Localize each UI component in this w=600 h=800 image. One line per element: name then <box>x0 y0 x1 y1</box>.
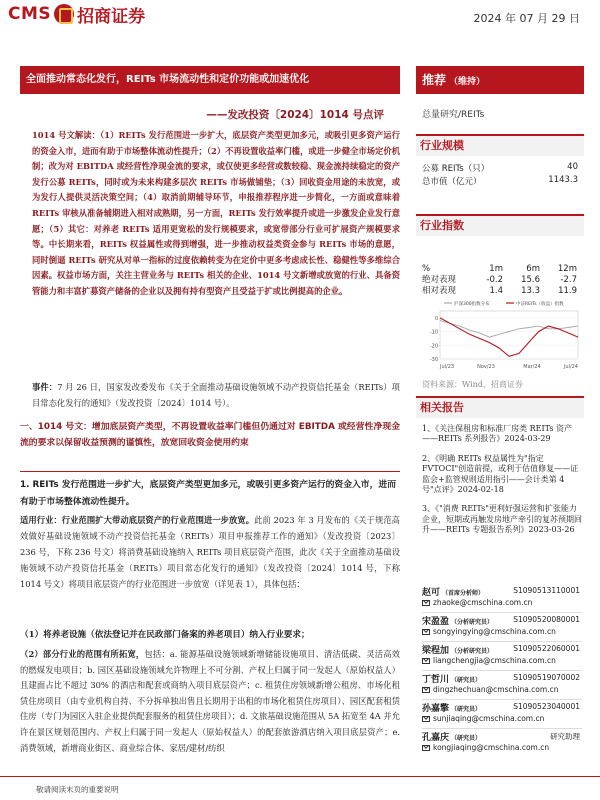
rating-sub: （维持） <box>449 77 486 87</box>
index-header-row <box>422 264 578 275</box>
index-row <box>422 275 578 286</box>
analyst-role: （研究员） <box>451 677 482 684</box>
section-heading-1: 一、1014 号文：增加底层资产类型，不再设置收益率门槛但仍通过对 EBITDA 或经营性净现金流的要求以保留收益预测的谨慎性，放宽回收资金使用约束 <box>20 422 400 449</box>
index-cell: 1.4 <box>489 286 503 296</box>
analyst-id: S1090513110001 <box>513 586 580 595</box>
analyst-name: 孔嘉庆 <box>422 733 450 743</box>
analyst-list <box>422 585 582 759</box>
legend-label: 沪深300指数分布 <box>454 302 490 307</box>
chart-source: 资料来源：Wind、招商证券 <box>422 380 523 389</box>
scale-value: 1143.3 <box>548 175 578 185</box>
rating-label: 推荐 <box>422 73 447 87</box>
analyst-id: S1090520080001 <box>513 615 580 624</box>
y-tick-label: 0 <box>434 315 438 322</box>
scale-heading: 行业规模 <box>416 134 584 156</box>
scale-row <box>422 162 578 174</box>
series-line <box>440 318 578 356</box>
analyst-id: S1090519070002 <box>513 673 580 682</box>
related-reports <box>422 424 582 545</box>
index-header-cell: 12m <box>557 264 577 274</box>
summary-text: 1014 号文解读：（1）REITs 发行范围进一步扩大，底层资产类型更加多元，或吸引更多资产运行的资金入市，进而有助于市场整体流动性提升；（2）不再设置收益率门槛，或进一步健全市场定价机制；改为对 EBITDA 或经营性净现金流的要求，或仅使更多经营或数较稳、现金流持续稳定的资产发行公募 REITs，同时或为未来构建多层次 REITs 市场做铺垫；（3）回收资金用途的未放宽，或为发行人提供灵活决策空间；（4）取消前期辅导环节，申报推荐程序进一步简化，一方面或意味着 REITs 审核从准备辅期进入相对成熟期，另一方面，REITs 发行效率提升或进一步激发企业发行意愿；（5）其它：对养老 REITs 适用更宽松的发行规模要求，或宽带部分行业可扩展资产规模要求等。中长期来看，REITs 权益属性或得到增强，进一步推动权益类资金参与 REITs 市场的意愿，同时倒逼 REITs 研究从对单一指标的过度依赖转变为在定价中更多考虑成长性、稳健性等多维综合因素。权益市场方面，关注主营业务与 REITs 相关的企业、1014 号文新增或放宽的行业、具备资管能力和丰富扩募资产储备的企业以及拥有持有型资产且受益于扩或比例提高的企业。 <box>32 130 400 296</box>
analyst-email[interactable]: sunjiaqing@cmschina.com.cn <box>433 714 545 723</box>
section-divider <box>20 471 400 472</box>
body-text: 此前 2023 年 3 月发布的《关于规范高效做好基础设施领域不动产投资信托基金（REITs）项目申报推荐工作的通知》（发改投资〔2023〕236 号，下称 236 号文）将消费基础设施纳入 REITs 项目底层资产范围，此次《关于全面推动基础设施领域不动产投资信托基金（REITs）项目常态化发行的通知》（发改投资〔2024〕1014 号，下称 1014 号文）将项目底层资产的行业范围进一步放宽（详见表 1），具体包括： <box>20 515 400 589</box>
list-item-2 <box>20 647 400 756</box>
divider <box>422 699 582 700</box>
index-cell: -2.7 <box>560 275 577 285</box>
mail-icon <box>422 629 430 635</box>
scale-label: 总市值（亿元） <box>422 177 482 187</box>
analyst-id: S1090523040001 <box>513 702 580 711</box>
analyst-email[interactable]: zhaoke@cmschina.com.cn <box>433 598 533 607</box>
index-cell: 15.6 <box>521 275 540 285</box>
index-heading: 行业指数 <box>416 214 584 236</box>
analyst-id: S1090522060001 <box>513 644 580 653</box>
list-item-1: （1）将养老设施（依法登记并在民政部门备案的养老项目）纳入行业要求； <box>20 630 310 640</box>
analyst-role: （首席分析师） <box>442 590 485 597</box>
event-label: 事件： <box>32 382 58 392</box>
index-header-cell: 6m <box>526 264 540 274</box>
x-tick-label: Jul/23 <box>440 364 455 370</box>
y-tick-label: -30 <box>429 357 438 363</box>
index-header-cell: % <box>422 264 431 274</box>
event-text: 7 月 26 日，国家发改委发布《关于全面推动基础设施领域不动产投资信托基金（REITs）项目常态化发行的通知》（发改投资〔2024〕1014 号）。 <box>32 382 400 408</box>
analyst-role: （分析研究员） <box>451 648 494 655</box>
analyst-name: 孙嘉擎 <box>422 704 450 714</box>
analyst-entry <box>422 701 582 730</box>
divider <box>422 641 582 642</box>
body-paragraph <box>20 513 400 593</box>
report-category: 总量研究/REITs <box>422 110 485 120</box>
x-tick-label: Mar/24 <box>523 364 541 370</box>
index-row <box>422 286 578 297</box>
analyst-entry <box>422 614 582 643</box>
report-title: 全面推动常态化发行，REITs 市场流动性和定价功能或加速优化 <box>20 66 400 94</box>
divider <box>422 612 582 613</box>
footer-divider <box>0 776 600 777</box>
x-tick-label: Nov/23 <box>477 364 495 370</box>
report-item: 2、《明确 REITs 权益属性为"指定 FVTOCI"创造前提，或利于估值修复——证监会+监管规则适用指引——会计类第 4 号"点评》2024-02-18 <box>422 453 579 495</box>
legend-label: 中证REITs（收盘）指数 <box>516 302 564 307</box>
summary-block <box>32 128 400 300</box>
mail-icon <box>422 658 430 664</box>
scale-label: 公募 REITs（只） <box>422 164 490 174</box>
analyst-email[interactable]: kongjiaqing@cmschina.com.cn <box>433 743 550 752</box>
x-tick-label: Jul/24 <box>563 364 578 370</box>
chart-frame <box>440 311 578 359</box>
analyst-name: 丁哲川 <box>422 675 450 685</box>
analyst-entry <box>422 585 582 614</box>
index-cell: 13.3 <box>521 286 540 296</box>
logo-mark-icon <box>54 4 74 24</box>
report-subtitle: ——发改投资〔2024〕1014 号点评 <box>206 109 384 121</box>
scale-value: 40 <box>567 162 578 172</box>
mail-icon <box>422 745 430 751</box>
analyst-id: 研究助理 <box>550 732 580 741</box>
logo-text-cn: 招商证券 <box>77 6 146 27</box>
analyst-role: （分析研究员） <box>451 619 494 626</box>
analyst-email[interactable]: songyingying@cmschina.com.cn <box>433 627 556 636</box>
index-table <box>422 264 578 297</box>
section-heading-2: 1. REITs 发行范围进一步扩大，底层资产类型更加多元，或吸引更多资产运行的资金入市，进而有助于市场整体流动性提升。 <box>20 480 396 507</box>
analyst-entry <box>422 730 582 759</box>
index-cell: 11.9 <box>558 286 577 296</box>
page-header <box>0 0 600 32</box>
y-tick-label: -20 <box>429 343 438 350</box>
report-item: 1、《关注保租房和标准厂房类 REITs 资产——REITs 系列报告》2024-03-29 <box>422 424 573 444</box>
event-paragraph <box>32 379 400 411</box>
y-tick-label: -10 <box>429 329 438 336</box>
analyst-entry <box>422 643 582 672</box>
analyst-name: 宋盈盈 <box>422 617 450 627</box>
company-logo <box>8 2 145 26</box>
analyst-name: 赵可 <box>422 588 441 598</box>
item2-lead: （2）部分行业的范围有所拓宽， <box>20 649 145 659</box>
divider <box>422 670 582 671</box>
reports-heading: 相关报告 <box>416 396 584 418</box>
analyst-role: （研究员） <box>451 735 482 742</box>
mail-icon <box>422 687 430 693</box>
index-header-cell: 1m <box>489 264 503 274</box>
report-item: 3、《"消费 REITs"更利好强运营和扩张能力企业，短期或再触发房地产牵引的复苏预期回升——REITs 专题报告系列》2023-03-26 <box>422 504 582 535</box>
analyst-entry <box>422 672 582 701</box>
analyst-role: （研究员） <box>451 706 482 713</box>
footer-note: 敬请阅读末页的重要说明 <box>36 785 119 794</box>
report-date: 2024 年 07 月 29 日 <box>473 12 580 25</box>
scale-row <box>422 175 578 187</box>
index-row-label: 相对表现 <box>422 286 457 296</box>
item2-text: 包括：a. 能源基础设施领域新增储能设施项目、清洁低碳、灵活高效的燃煤发电项目；b. 园区基础设施领域允许物理上不可分割、产权上归属于同一发起人（原始权益人）且建面占比不超过 30% 的酒店和配套或商纳入项目底层资产；c. 租赁住房领域新增公租房、市场化租赁住房项目（由专业机构自持、不分拆单独出售且长期用于出租的市场化租赁住房项目）、园区配套租赁住房（专门为园区入驻企业提供配套服务的租赁住房项目）；d. 文旅基础设施范围从 5A 拓宽至 4A 并允许在景区规划范围内、产权上归属于同一发起人（原始权益人）的配套旅游酒店纳入项目底层资产；e. 消费领域，新增商业街区、商业综合体、家居/建材/纺织 <box>20 649 400 753</box>
logo-text-en: CMS <box>8 4 52 24</box>
index-chart <box>420 297 582 373</box>
index-cell: -0.2 <box>486 275 503 285</box>
analyst-name: 梁程加 <box>422 646 450 656</box>
mail-icon <box>422 600 430 606</box>
index-row-label: 绝对表现 <box>422 275 457 285</box>
body-lead: 适用行业：行业范围扩大带动底层资产的行业范围进一步放宽。 <box>20 515 255 525</box>
rating-badge <box>416 66 584 94</box>
analyst-email[interactable]: dingzhechuan@cmschina.com.cn <box>433 685 559 694</box>
analyst-email[interactable]: liangchengjia@cmschina.com.cn <box>433 656 556 665</box>
mail-icon <box>422 716 430 722</box>
divider <box>422 728 582 729</box>
